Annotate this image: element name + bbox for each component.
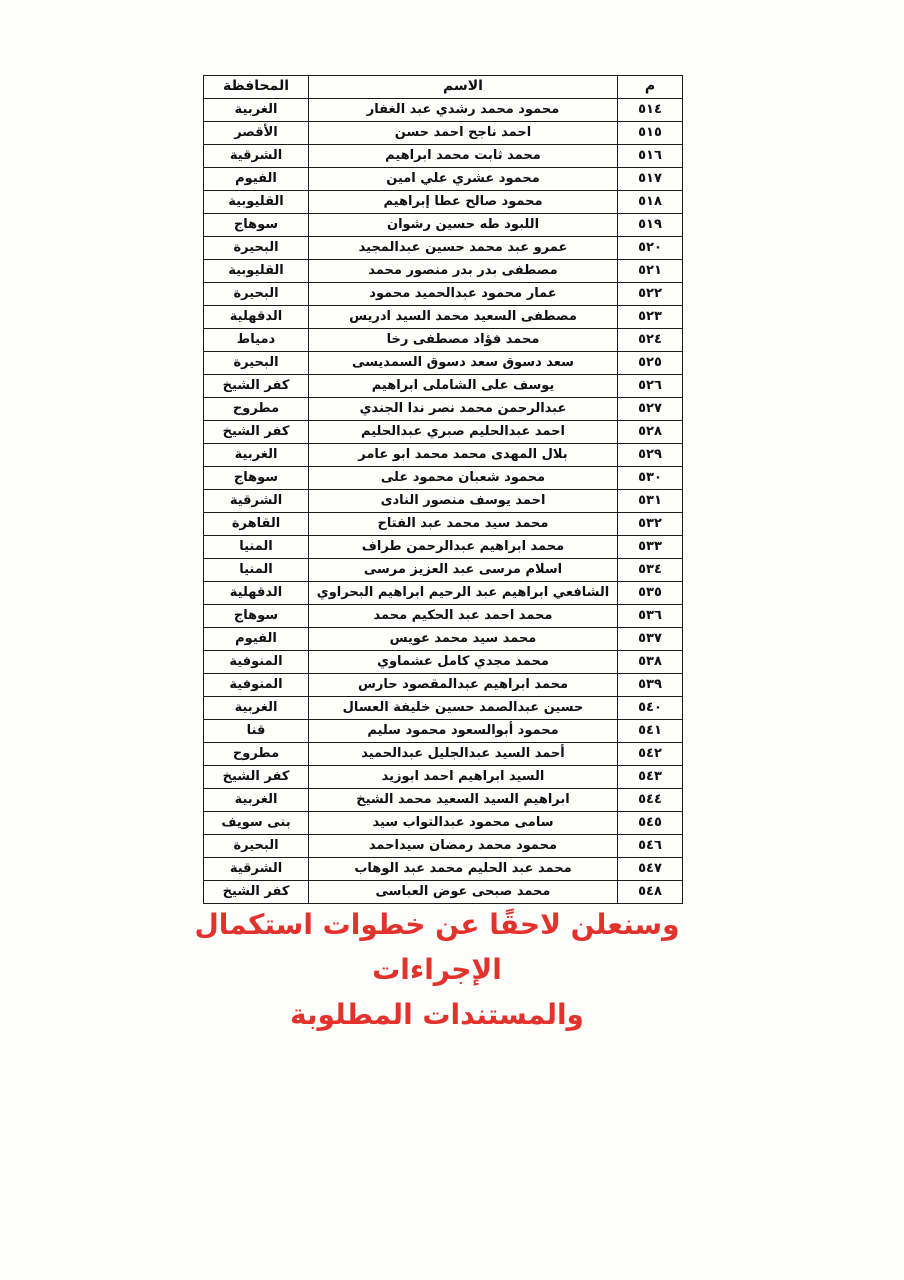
cell-governorate: سوهاج — [204, 467, 309, 490]
cell-number: ٥٤٨ — [618, 881, 683, 904]
cell-governorate: الغربية — [204, 444, 309, 467]
cell-governorate: المنيا — [204, 536, 309, 559]
cell-number: ٥٢٠ — [618, 237, 683, 260]
cell-number: ٥٣٦ — [618, 605, 683, 628]
header-cell-number: م — [618, 76, 683, 99]
table-row — [204, 559, 683, 582]
cell-name: محمد احمد عبد الحكيم محمد — [309, 605, 618, 628]
cell-number: ٥٤٤ — [618, 789, 683, 812]
table-row — [204, 145, 683, 168]
cell-name: سعد دسوق سعد دسوق السمديسى — [309, 352, 618, 375]
cell-number: ٥١٩ — [618, 214, 683, 237]
cell-number: ٥٣٧ — [618, 628, 683, 651]
cell-name: محمد سيد محمد عويس — [309, 628, 618, 651]
cell-governorate: الغربية — [204, 99, 309, 122]
table-row — [204, 628, 683, 651]
cell-governorate: المنيا — [204, 559, 309, 582]
cell-number: ٥٤٦ — [618, 835, 683, 858]
cell-name: عمرو عبد محمد حسين عبدالمجيد — [309, 237, 618, 260]
cell-name: محمد فؤاد مصطفى رخا — [309, 329, 618, 352]
cell-governorate: الشرقية — [204, 145, 309, 168]
cell-governorate: كفر الشيخ — [204, 375, 309, 398]
cell-name: يوسف على الشاملى ابراهيم — [309, 375, 618, 398]
cell-number: ٥٢٤ — [618, 329, 683, 352]
header-cell-name: الاسم — [309, 76, 618, 99]
cell-governorate: الفيوم — [204, 628, 309, 651]
cell-governorate: الأقصر — [204, 122, 309, 145]
table-row — [204, 306, 683, 329]
cell-governorate: القليوبية — [204, 191, 309, 214]
table-header-row — [204, 76, 683, 99]
cell-number: ٥١٦ — [618, 145, 683, 168]
cell-number: ٥٢٦ — [618, 375, 683, 398]
cell-name: اللبود طه حسين رشوان — [309, 214, 618, 237]
cell-name: مصطفى بدر بدر منصور محمد — [309, 260, 618, 283]
table-row — [204, 743, 683, 766]
table-row — [204, 375, 683, 398]
cell-governorate: القاهرة — [204, 513, 309, 536]
cell-governorate: القليوبية — [204, 260, 309, 283]
cell-number: ٥٢٢ — [618, 283, 683, 306]
cell-name: محمود محمد رشدي عبد الغفار — [309, 99, 618, 122]
cell-number: ٥١٨ — [618, 191, 683, 214]
table-row — [204, 536, 683, 559]
cell-name: محمد صبحى عوض العباسى — [309, 881, 618, 904]
roster-table — [203, 75, 683, 904]
cell-number: ٥٤٠ — [618, 697, 683, 720]
table-row — [204, 467, 683, 490]
cell-governorate: سوهاج — [204, 605, 309, 628]
cell-number: ٥٢١ — [618, 260, 683, 283]
table-row — [204, 421, 683, 444]
cell-name: سامى محمود عبدالتواب سيد — [309, 812, 618, 835]
table-row — [204, 214, 683, 237]
cell-name: محمود محمد رمضان سيداحمد — [309, 835, 618, 858]
table-row — [204, 674, 683, 697]
cell-governorate: المنوفية — [204, 651, 309, 674]
cell-name: ابراهيم السيد السعيد محمد الشيخ — [309, 789, 618, 812]
cell-number: ٥٤٧ — [618, 858, 683, 881]
table-row — [204, 697, 683, 720]
cell-number: ٥٤٥ — [618, 812, 683, 835]
table-row — [204, 513, 683, 536]
cell-name: حسين عبدالصمد حسين خليفة العسال — [309, 697, 618, 720]
table-row — [204, 168, 683, 191]
cell-governorate: البحيرة — [204, 352, 309, 375]
cell-governorate: البحيرة — [204, 283, 309, 306]
cell-governorate: دمياط — [204, 329, 309, 352]
table-row — [204, 789, 683, 812]
cell-number: ٥٣١ — [618, 490, 683, 513]
table-row — [204, 605, 683, 628]
footer-line2: والمستندات المطلوبة — [290, 997, 584, 1031]
cell-governorate: البحيرة — [204, 237, 309, 260]
cell-governorate: مطروح — [204, 743, 309, 766]
cell-number: ٥٣٨ — [618, 651, 683, 674]
cell-number: ٥٣٤ — [618, 559, 683, 582]
cell-name: محمد مجدي كامل عشماوي — [309, 651, 618, 674]
table-row — [204, 858, 683, 881]
table-row — [204, 651, 683, 674]
table-row — [204, 329, 683, 352]
roster-table-body — [204, 99, 683, 904]
cell-governorate: كفر الشيخ — [204, 881, 309, 904]
cell-name: محمد ثابت محمد ابراهيم — [309, 145, 618, 168]
table-row — [204, 398, 683, 421]
table-row — [204, 99, 683, 122]
table-row — [204, 720, 683, 743]
table-row — [204, 835, 683, 858]
table-row — [204, 881, 683, 904]
cell-governorate: سوهاج — [204, 214, 309, 237]
table-row — [204, 191, 683, 214]
cell-governorate: بنى سويف — [204, 812, 309, 835]
cell-name: بلال المهدى محمد محمد ابو عامر — [309, 444, 618, 467]
cell-number: ٥١٥ — [618, 122, 683, 145]
cell-governorate: قنا — [204, 720, 309, 743]
cell-governorate: مطروح — [204, 398, 309, 421]
cell-governorate: الغربية — [204, 697, 309, 720]
cell-name: عبدالرحمن محمد نصر ندا الجندي — [309, 398, 618, 421]
cell-number: ٥٣٢ — [618, 513, 683, 536]
cell-governorate: الغربية — [204, 789, 309, 812]
cell-name: اسلام مرسى عبد العزيز مرسى — [309, 559, 618, 582]
table-row — [204, 237, 683, 260]
cell-name: أحمد السيد عبدالجليل عبدالحميد — [309, 743, 618, 766]
cell-number: ٥٤٣ — [618, 766, 683, 789]
cell-number: ٥٢٩ — [618, 444, 683, 467]
cell-name: محمود عشري علي امين — [309, 168, 618, 191]
footer-line1: وسنعلن لاحقًا عن خطوات استكمال الإجراءات — [194, 908, 680, 986]
cell-number: ٥٢٥ — [618, 352, 683, 375]
cell-governorate: الدقهلية — [204, 306, 309, 329]
cell-name: محمد ابراهيم عبدالمقصود حارس — [309, 674, 618, 697]
cell-number: ٥٤١ — [618, 720, 683, 743]
table-row — [204, 260, 683, 283]
cell-name: السيد ابراهيم احمد ابوزيد — [309, 766, 618, 789]
cell-name: محمد سيد محمد عبد الفتاح — [309, 513, 618, 536]
cell-number: ٥٣٣ — [618, 536, 683, 559]
table-row — [204, 490, 683, 513]
cell-name: الشافعي ابراهيم عبد الرحيم ابراهيم البحراوي — [309, 582, 618, 605]
cell-name: احمد عبدالحليم صبري عبدالحليم — [309, 421, 618, 444]
cell-number: ٥٢٨ — [618, 421, 683, 444]
cell-number: ٥٢٣ — [618, 306, 683, 329]
footer-note — [137, 903, 737, 1037]
cell-number: ٥٣٠ — [618, 467, 683, 490]
cell-number: ٥٢٧ — [618, 398, 683, 421]
cell-governorate: كفر الشيخ — [204, 766, 309, 789]
cell-governorate: الدقهلية — [204, 582, 309, 605]
table-row — [204, 122, 683, 145]
cell-governorate: الشرقية — [204, 490, 309, 513]
cell-name: محمود صالح عطا إبراهيم — [309, 191, 618, 214]
cell-number: ٥٣٥ — [618, 582, 683, 605]
cell-name: احمد يوسف منصور النادى — [309, 490, 618, 513]
cell-name: احمد ناجح احمد حسن — [309, 122, 618, 145]
cell-number: ٥١٤ — [618, 99, 683, 122]
table-row — [204, 812, 683, 835]
cell-governorate: كفر الشيخ — [204, 421, 309, 444]
table-row — [204, 352, 683, 375]
header-cell-governorate: المحافظة — [204, 76, 309, 99]
cell-name: محمود أبوالسعود محمود سليم — [309, 720, 618, 743]
cell-name: محمد عبد الحليم محمد عبد الوهاب — [309, 858, 618, 881]
table-row — [204, 444, 683, 467]
cell-name: محمد ابراهيم عبدالرحمن طراف — [309, 536, 618, 559]
cell-number: ٥٣٩ — [618, 674, 683, 697]
cell-name: مصطفى السعيد محمد السيد ادريس — [309, 306, 618, 329]
table-row — [204, 283, 683, 306]
cell-name: محمود شعبان محمود على — [309, 467, 618, 490]
cell-number: ٥١٧ — [618, 168, 683, 191]
cell-number: ٥٤٢ — [618, 743, 683, 766]
table-row — [204, 766, 683, 789]
cell-governorate: البحيرة — [204, 835, 309, 858]
cell-governorate: الفيوم — [204, 168, 309, 191]
table-row — [204, 582, 683, 605]
cell-governorate: الشرقية — [204, 858, 309, 881]
cell-governorate: المنوفية — [204, 674, 309, 697]
cell-name: عمار محمود عبدالحميد محمود — [309, 283, 618, 306]
